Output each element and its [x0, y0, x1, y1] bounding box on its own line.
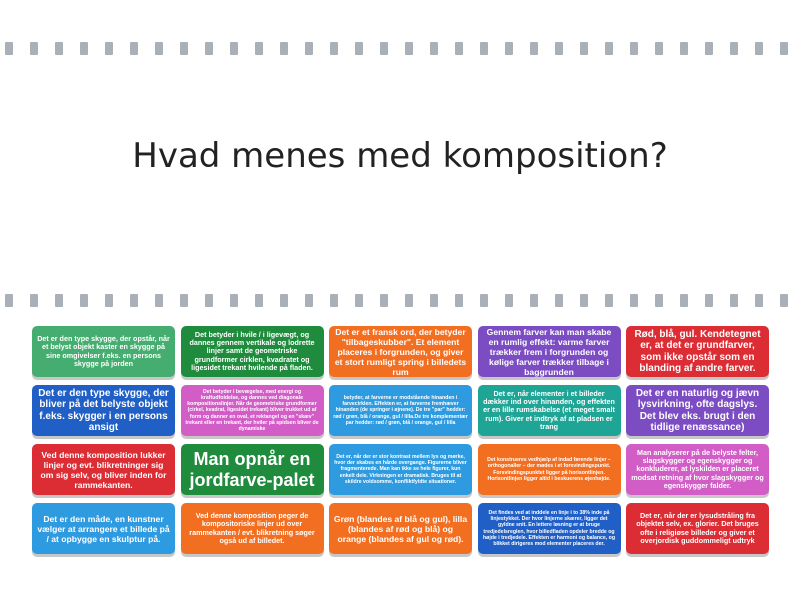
answer-card-3[interactable]	[329, 326, 472, 377]
divider-dash	[180, 294, 188, 307]
divider-dash	[655, 294, 663, 307]
divider-dash	[255, 294, 263, 307]
answer-card-text: Det findes ved at inddele en linje i to 38% inde på linjestykket. Der hvor linjerne skærer, ligger det gyldne snit. En lettere løsning er at bruge tredjedelsreglen, hvor billedfladen opdeler bredde og højde i tredjedele. Effekten er harmoni og balance, og blikket dirigeres mod elementer placeres der.	[482, 509, 616, 547]
answer-card-13[interactable]	[329, 444, 472, 495]
divider-dash	[555, 294, 563, 307]
divider-dash	[705, 294, 713, 307]
answer-card-11[interactable]	[32, 444, 175, 495]
divider-dash	[330, 42, 338, 55]
divider-dash	[280, 294, 288, 307]
answer-card-text: Man analyserer på de belyste felter, slagskygger og egenskygger og konkluderer, at lyskilden er placeret modsat retning af hvor slagskygger og egenskygger falder.	[631, 447, 764, 490]
answer-card-text: betyder, at farverne er modstående hinanden i farvecirklen. Effekten er, at farverne fremhæver hinanden (de springer i øjnene). De tre "par" hedder: rød / grøn, blå / orange, gul / lilla.De tre komplementær par hedder: rød / grøn, blå / orange, gul / lilla	[333, 394, 468, 426]
answer-card-7[interactable]	[181, 385, 324, 436]
answer-card-text: Det er, når der er stor kontrast mellem lys og mørke, hvor der skabes en hårde overgange. Figurerne bliver fragmenterede. Man kan ikke se hele figurer, kun enkelt dele. Virkningen er dramatisk. Bruges til at skildre voldsomme, konfliktfyldte situationer.	[334, 453, 467, 485]
divider-dash	[330, 294, 338, 307]
answer-card-text: Ved denne komposition lukker linjer og evt. blikretninger sig om sig selv, og bliver inden for rammekanten.	[40, 449, 167, 490]
divider-dash	[655, 42, 663, 55]
divider-dash	[55, 42, 63, 55]
divider-dash	[755, 294, 763, 307]
divider-dash	[605, 42, 613, 55]
divider-dash	[380, 294, 388, 307]
divider-dash	[355, 294, 363, 307]
divider-dash	[455, 42, 463, 55]
divider-dash	[30, 42, 38, 55]
divider-dash	[480, 294, 488, 307]
answer-card-text: Det betyder i bevægelse, med energi og kraftudfoldelse, og dannes ved diagonale kompositionslinjer. Når de geometriske grundformer (cirkel, kvadrat, ligesidet trekant) bliver trukket ud af form og danner en oval, et rektangel og en "skæv" trekant eller en trekant, der hviler på spidsen bliver de dynamiske	[185, 388, 319, 432]
divider-dash	[480, 42, 488, 55]
answer-card-14[interactable]	[478, 444, 621, 495]
answer-card-text: Det er, når der er lysudstråling fra objektet selv, ex. glorier. Det bruges ofte i religiøse billeder og giver et overjordisk guddommeligt udtryk	[636, 510, 759, 545]
answer-card-10[interactable]	[626, 385, 769, 436]
answer-card-19[interactable]	[478, 503, 621, 554]
answer-card-16[interactable]	[32, 503, 175, 554]
answer-card-text: Man opnår en jordfarve-palet	[189, 448, 315, 490]
divider-dash	[205, 42, 213, 55]
answer-card-text: Gennem farver kan man skabe en rumlig effekt: varme farver trækker frem i forgrunden og kølige farver trækker tilbage i baggrunden	[486, 326, 612, 377]
divider-dash	[405, 42, 413, 55]
top-divider	[0, 41, 800, 55]
answer-card-text: Det er et fransk ord, der betyder "tilbageskubber". Et element placeres i forgrunden, og giver et stort rumligt spring i billedets rum	[334, 326, 467, 377]
divider-dash	[130, 42, 138, 55]
divider-dash	[780, 294, 788, 307]
answer-card-text: Det er den type skygge, der opstår, når et belyst objekt kaster en skygge på sine omgivelser f.eks. en persons skygge på jorden	[37, 333, 170, 368]
answer-card-6[interactable]	[32, 385, 175, 436]
answer-card-text: Grøn (blandes af blå og gul), lilla (blandes af rød og blå) og orange (blandes af gul og rød).	[333, 513, 468, 544]
divider-dash	[580, 42, 588, 55]
bottom-divider	[0, 293, 800, 307]
question-text: Hvad menes med komposition?	[132, 136, 668, 176]
answer-card-text: Det er, når elementer i et billeder dækker ind over hinanden, og effekten er en lille rumskabelse (et meget smalt rum). Giver et indtryk af at pladsen er trang	[483, 388, 615, 431]
divider-dash	[730, 42, 738, 55]
divider-dash	[405, 294, 413, 307]
divider-dash	[505, 294, 513, 307]
divider-dash	[255, 42, 263, 55]
divider-dash	[680, 42, 688, 55]
answer-card-text: Det er en naturlig og jævn lysvirkning, ofte dagslys. Det blev eks. brugt i den tidlige renæssance)	[635, 387, 760, 433]
answer-card-text: Det betyder i hvile / i ligevægt, og dannes gennem vertikale og lodrette linjer samt de geometriske grundformer cirklen, kvadratet og ligesidet trekant hvilende på fladen.	[189, 329, 315, 372]
divider-dash	[705, 42, 713, 55]
divider-dash	[230, 294, 238, 307]
answer-card-15[interactable]	[626, 444, 769, 495]
divider-dash	[105, 294, 113, 307]
divider-dash	[80, 294, 88, 307]
answer-card-4[interactable]	[478, 326, 621, 377]
divider-dash	[105, 42, 113, 55]
divider-dash	[780, 42, 788, 55]
divider-dash	[380, 42, 388, 55]
divider-dash	[455, 294, 463, 307]
answer-card-text: Ved denne komposition peger de kompositoriske linjer ud over rammekanten / evt. blikretning søger også ud af billedet.	[189, 510, 315, 545]
divider-dash	[730, 294, 738, 307]
answer-grid	[32, 326, 769, 558]
answer-card-12[interactable]	[181, 444, 324, 495]
divider-dash	[205, 294, 213, 307]
divider-dash	[5, 42, 13, 55]
divider-dash	[305, 42, 313, 55]
divider-dash	[630, 294, 638, 307]
divider-dash	[230, 42, 238, 55]
divider-dash	[580, 294, 588, 307]
divider-dash	[530, 42, 538, 55]
divider-dash	[55, 294, 63, 307]
divider-dash	[180, 42, 188, 55]
answer-card-text: Det konstrueres vedhjælp af indad førende linjer – orthogonaller – der mødes i et forsvindingspunkt. Forsvindingspunktet ligger på horisontlinjen. Horisontlinjen ligger altid i beskuerens øjenhøjde.	[487, 457, 611, 482]
answer-card-9[interactable]	[478, 385, 621, 436]
divider-dash	[5, 294, 13, 307]
divider-dash	[430, 294, 438, 307]
divider-dash	[155, 294, 163, 307]
answer-card-text: Det er den type skygge, der bliver på det belyste objekt f.eks. skygger i en persons ansigt	[38, 387, 169, 433]
divider-dash	[430, 42, 438, 55]
answer-card-5[interactable]	[626, 326, 769, 377]
answer-card-text: Rød, blå, gul. Kendetegnet er, at det er grundfarver, som ikke opstår som en blanding af andre farver.	[634, 328, 761, 374]
answer-card-17[interactable]	[181, 503, 324, 554]
answer-card-18[interactable]	[329, 503, 472, 554]
divider-dash	[280, 42, 288, 55]
divider-dash	[30, 294, 38, 307]
answer-card-text: Det er den måde, en kunstner vælger at arrangere et billede på / at opbygge en skulptur på.	[37, 513, 170, 544]
divider-dash	[305, 294, 313, 307]
divider-dash	[355, 42, 363, 55]
divider-dash	[630, 42, 638, 55]
answer-card-2[interactable]	[181, 326, 324, 377]
answer-card-8[interactable]	[329, 385, 472, 436]
divider-dash	[505, 42, 513, 55]
divider-dash	[605, 294, 613, 307]
divider-dash	[555, 42, 563, 55]
divider-dash	[155, 42, 163, 55]
divider-dash	[80, 42, 88, 55]
divider-dash	[680, 294, 688, 307]
answer-card-20[interactable]	[626, 503, 769, 554]
divider-dash	[755, 42, 763, 55]
divider-dash	[530, 294, 538, 307]
answer-card-1[interactable]	[32, 326, 175, 377]
divider-dash	[130, 294, 138, 307]
